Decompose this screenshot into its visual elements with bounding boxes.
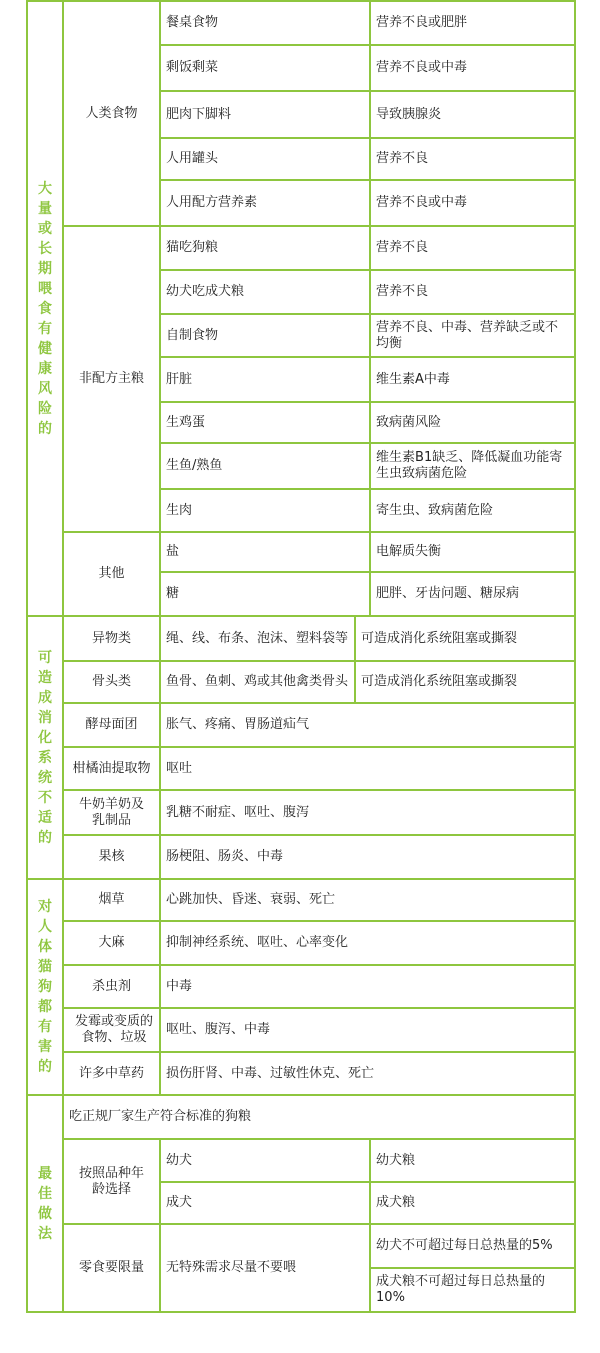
item-cell: 肝脏 [160, 357, 370, 402]
snacks-advice: 无特殊需求尽量不要喂 [160, 1224, 370, 1312]
item-cell: 幼犬吃成犬粮 [160, 270, 370, 314]
effect-cell: 维生素A中毒 [370, 357, 575, 402]
section-title-digestive: 可造成消化系统不适的 [27, 616, 63, 879]
effect-cell: 损伤肝肾、中毒、过敏性休克、死亡 [160, 1052, 575, 1095]
group-label-non-formula-food: 非配方主粮 [63, 226, 160, 532]
effect-cell: 抑制神经系统、呕吐、心率变化 [160, 921, 575, 965]
section-title-harmful: 对人体猫狗都有害的 [27, 879, 63, 1095]
food-cell: 幼犬粮 [370, 1139, 575, 1182]
section-title-health-risk: 大量或长期喂食有健康风险的 [27, 1, 63, 616]
snacks-label: 零食要限量 [63, 1224, 160, 1312]
item-cell: 糖 [160, 572, 370, 616]
item-cell: 自制食物 [160, 314, 370, 357]
item-cell: 肥肉下脚料 [160, 91, 370, 138]
effect-cell: 寄生虫、致病菌危险 [370, 489, 575, 532]
effect-cell: 胀气、疼痛、胃肠道疝气 [160, 703, 575, 747]
snack-limit: 成犬粮不可超过每日总热量的10% [370, 1268, 575, 1312]
effect-cell: 营养不良 [370, 138, 575, 180]
group-label-human-food: 人类食物 [63, 1, 160, 226]
effect-cell: 可造成消化系统阻塞或撕裂 [355, 616, 575, 661]
item-cell: 鱼骨、鱼刺、鸡或其他禽类骨头 [160, 661, 355, 703]
row-label: 烟草 [63, 879, 160, 921]
row-label: 异物类 [63, 616, 160, 661]
row-label: 牛奶羊奶及乳制品 [63, 790, 160, 835]
item-cell: 人用配方营养素 [160, 180, 370, 226]
effect-cell: 营养不良或肥胖 [370, 1, 575, 45]
effect-cell: 营养不良 [370, 270, 575, 314]
item-cell: 生鱼/熟鱼 [160, 443, 370, 489]
item-cell: 生肉 [160, 489, 370, 532]
row-label: 发霉或变质的食物、垃圾 [63, 1008, 160, 1052]
food-cell: 成犬粮 [370, 1182, 575, 1224]
effect-cell: 可造成消化系统阻塞或撕裂 [355, 661, 575, 703]
item-cell: 餐桌食物 [160, 1, 370, 45]
effect-cell: 肠梗阻、肠炎、中毒 [160, 835, 575, 879]
row-label: 果核 [63, 835, 160, 879]
effect-cell: 心跳加快、昏迷、衰弱、死亡 [160, 879, 575, 921]
row-label: 大麻 [63, 921, 160, 965]
item-cell: 人用罐头 [160, 138, 370, 180]
item-cell: 猫吃狗粮 [160, 226, 370, 270]
age-cell: 幼犬 [160, 1139, 370, 1182]
group-label-other: 其他 [63, 532, 160, 616]
snack-limit: 幼犬不可超过每日总热量的5% [370, 1224, 575, 1268]
effect-cell: 营养不良 [370, 226, 575, 270]
item-cell: 生鸡蛋 [160, 402, 370, 443]
best-practice-intro: 吃正规厂家生产符合标准的狗粮 [63, 1095, 575, 1139]
row-label: 许多中草药 [63, 1052, 160, 1095]
row-label: 酵母面团 [63, 703, 160, 747]
effect-cell: 电解质失衡 [370, 532, 575, 572]
effect-cell: 呕吐 [160, 747, 575, 790]
effect-cell: 乳糖不耐症、呕吐、腹泻 [160, 790, 575, 835]
effect-cell: 营养不良或中毒 [370, 180, 575, 226]
effect-cell: 致病菌风险 [370, 402, 575, 443]
effect-cell: 导致胰腺炎 [370, 91, 575, 138]
row-label: 骨头类 [63, 661, 160, 703]
effect-cell: 营养不良或中毒 [370, 45, 575, 91]
item-cell: 剩饭剩菜 [160, 45, 370, 91]
item-cell: 盐 [160, 532, 370, 572]
effect-cell: 营养不良、中毒、营养缺乏或不均衡 [370, 314, 575, 357]
effect-cell: 维生素B1缺乏、降低凝血功能寄生虫致病菌危险 [370, 443, 575, 489]
age-cell: 成犬 [160, 1182, 370, 1224]
effect-cell: 呕吐、腹泻、中毒 [160, 1008, 575, 1052]
row-label: 柑橘油提取物 [63, 747, 160, 790]
by-age-label: 按照品种年龄选择 [63, 1139, 160, 1224]
effect-cell: 中毒 [160, 965, 575, 1008]
pet-food-risk-table [26, 0, 576, 1313]
item-cell: 绳、线、布条、泡沫、塑料袋等 [160, 616, 355, 661]
effect-cell: 肥胖、牙齿问题、糖尿病 [370, 572, 575, 616]
section-title-best-practice: 最佳做法 [27, 1095, 63, 1312]
row-label: 杀虫剂 [63, 965, 160, 1008]
